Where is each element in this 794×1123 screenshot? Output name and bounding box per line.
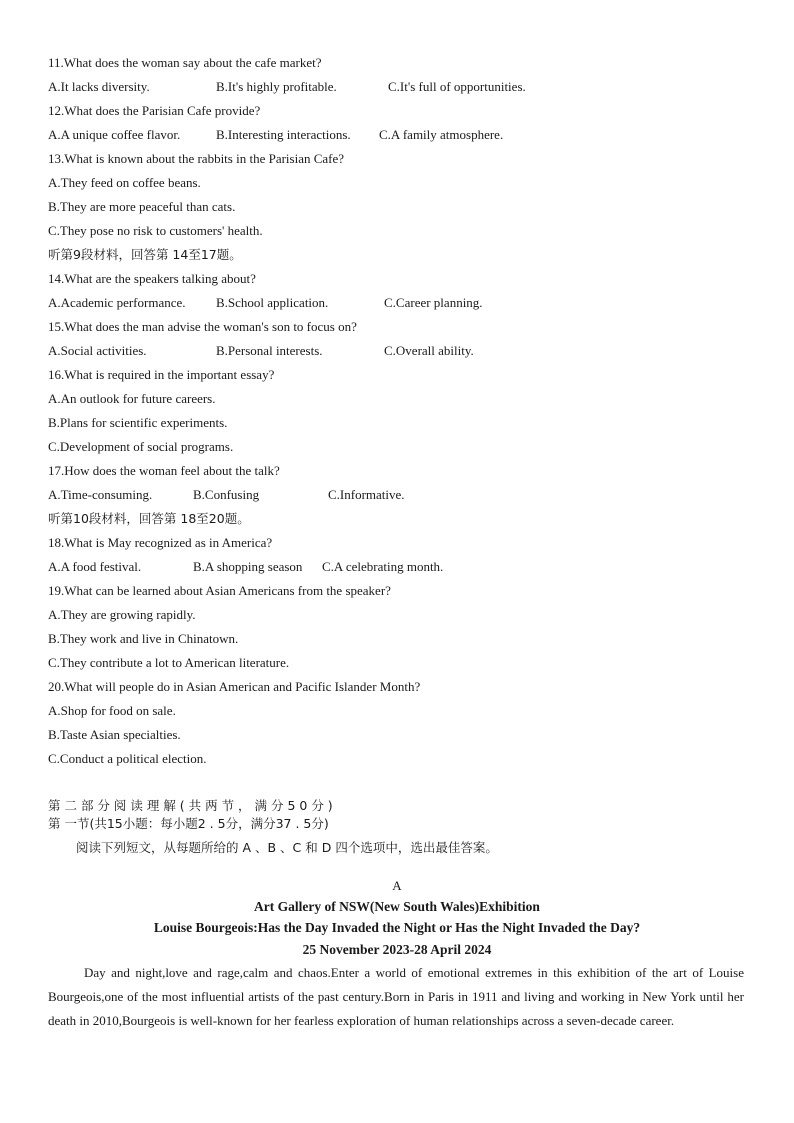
question-12: 12.What does the Parisian Cafe provide? xyxy=(48,103,261,118)
option-a: A.It lacks diversity. xyxy=(48,79,150,94)
reading-instruction: 阅读下列短文，从每题所给的 A 、B 、C 和 D 四个选项中，选出最佳答案。 xyxy=(76,840,498,855)
option-c: C.Development of social programs. xyxy=(48,439,234,454)
option-b: B.They work and live in Chinatown. xyxy=(48,631,239,646)
section-instruction-9: 听第9段材料，回答第 14至17题。 xyxy=(48,247,242,262)
option-a: A.A unique coffee flavor. xyxy=(48,127,181,142)
option-a: A.They feed on coffee beans. xyxy=(48,175,201,190)
option-c: C.A celebrating month. xyxy=(322,559,444,574)
question-14: 14.What are the speakers talking about? xyxy=(48,271,256,286)
option-b: B.It's highly profitable. xyxy=(216,79,337,94)
part-title: 第 二 部 分 阅 读 理 解 ( 共 两 节 ， 满 分 5 0 分 ) xyxy=(48,798,333,813)
option-c: C.They pose no risk to customers' health. xyxy=(48,223,263,238)
option-c: C.Career planning. xyxy=(384,295,483,310)
option-c: C.Informative. xyxy=(328,487,405,502)
option-a: A.They are growing rapidly. xyxy=(48,607,196,622)
question-15: 15.What does the man advise the woman's son to focus on? xyxy=(48,319,357,334)
option-a: A.Academic performance. xyxy=(48,295,186,310)
passage-title: Art Gallery of NSW(New South Wales)Exhibition xyxy=(254,899,540,914)
option-c: C.They contribute a lot to American literature. xyxy=(48,655,290,670)
option-b: B.A shopping season xyxy=(193,559,303,574)
section-title: 第 一节(共15小题：每小题2 . 5分，满分37 . 5分) xyxy=(48,816,329,831)
option-a: A.Shop for food on sale. xyxy=(48,703,176,718)
option-a: A.An outlook for future careers. xyxy=(48,391,216,406)
option-c: C.Conduct a political election. xyxy=(48,751,207,766)
option-b: B.Taste Asian specialties. xyxy=(48,727,181,742)
passage-paragraph: Day and night,love and rage,calm and chaos.Enter a world of emotional extremes in this exhibition of the art of Louise Bourgeois,one of the most influential artists of the past century.Born in Paris in 1911 and living and working in New York until her death in 2010,Bourgeois is well-known for her fearless exploration of human relationships across a seven-decade career. xyxy=(48,965,744,1028)
passage-letter: A xyxy=(392,878,402,893)
section-instruction-10: 听第10段材料，回答第 18至20题。 xyxy=(48,511,250,526)
option-b: B.Interesting interactions. xyxy=(216,127,351,142)
question-17: 17.How does the woman feel about the talk? xyxy=(48,463,280,478)
option-c: C.Overall ability. xyxy=(384,343,474,358)
option-b: B.They are more peaceful than cats. xyxy=(48,199,236,214)
option-b: B.School application. xyxy=(216,295,329,310)
option-b: B.Confusing xyxy=(193,487,260,502)
question-18: 18.What is May recognized as in America? xyxy=(48,535,273,550)
option-a: A.A food festival. xyxy=(48,559,142,574)
question-19: 19.What can be learned about Asian Americans from the speaker? xyxy=(48,583,391,598)
option-c: C.It's full of opportunities. xyxy=(388,79,526,94)
question-16: 16.What is required in the important essay? xyxy=(48,367,275,382)
question-13: 13.What is known about the rabbits in the Parisian Cafe? xyxy=(48,151,345,166)
question-11: 11.What does the woman say about the cafe market? xyxy=(48,55,322,70)
option-a: A.Time-consuming. xyxy=(48,487,153,502)
option-c: C.A family atmosphere. xyxy=(379,127,504,142)
option-b: B.Plans for scientific experiments. xyxy=(48,415,228,430)
passage-dates: 25 November 2023-28 April 2024 xyxy=(302,942,492,957)
question-20: 20.What will people do in Asian American and Pacific Islander Month? xyxy=(48,679,421,694)
option-a: A.Social activities. xyxy=(48,343,147,358)
option-b: B.Personal interests. xyxy=(216,343,323,358)
passage-subtitle: Louise Bourgeois:Has the Day Invaded the Night or Has the Night Invaded the Day? xyxy=(153,920,641,935)
